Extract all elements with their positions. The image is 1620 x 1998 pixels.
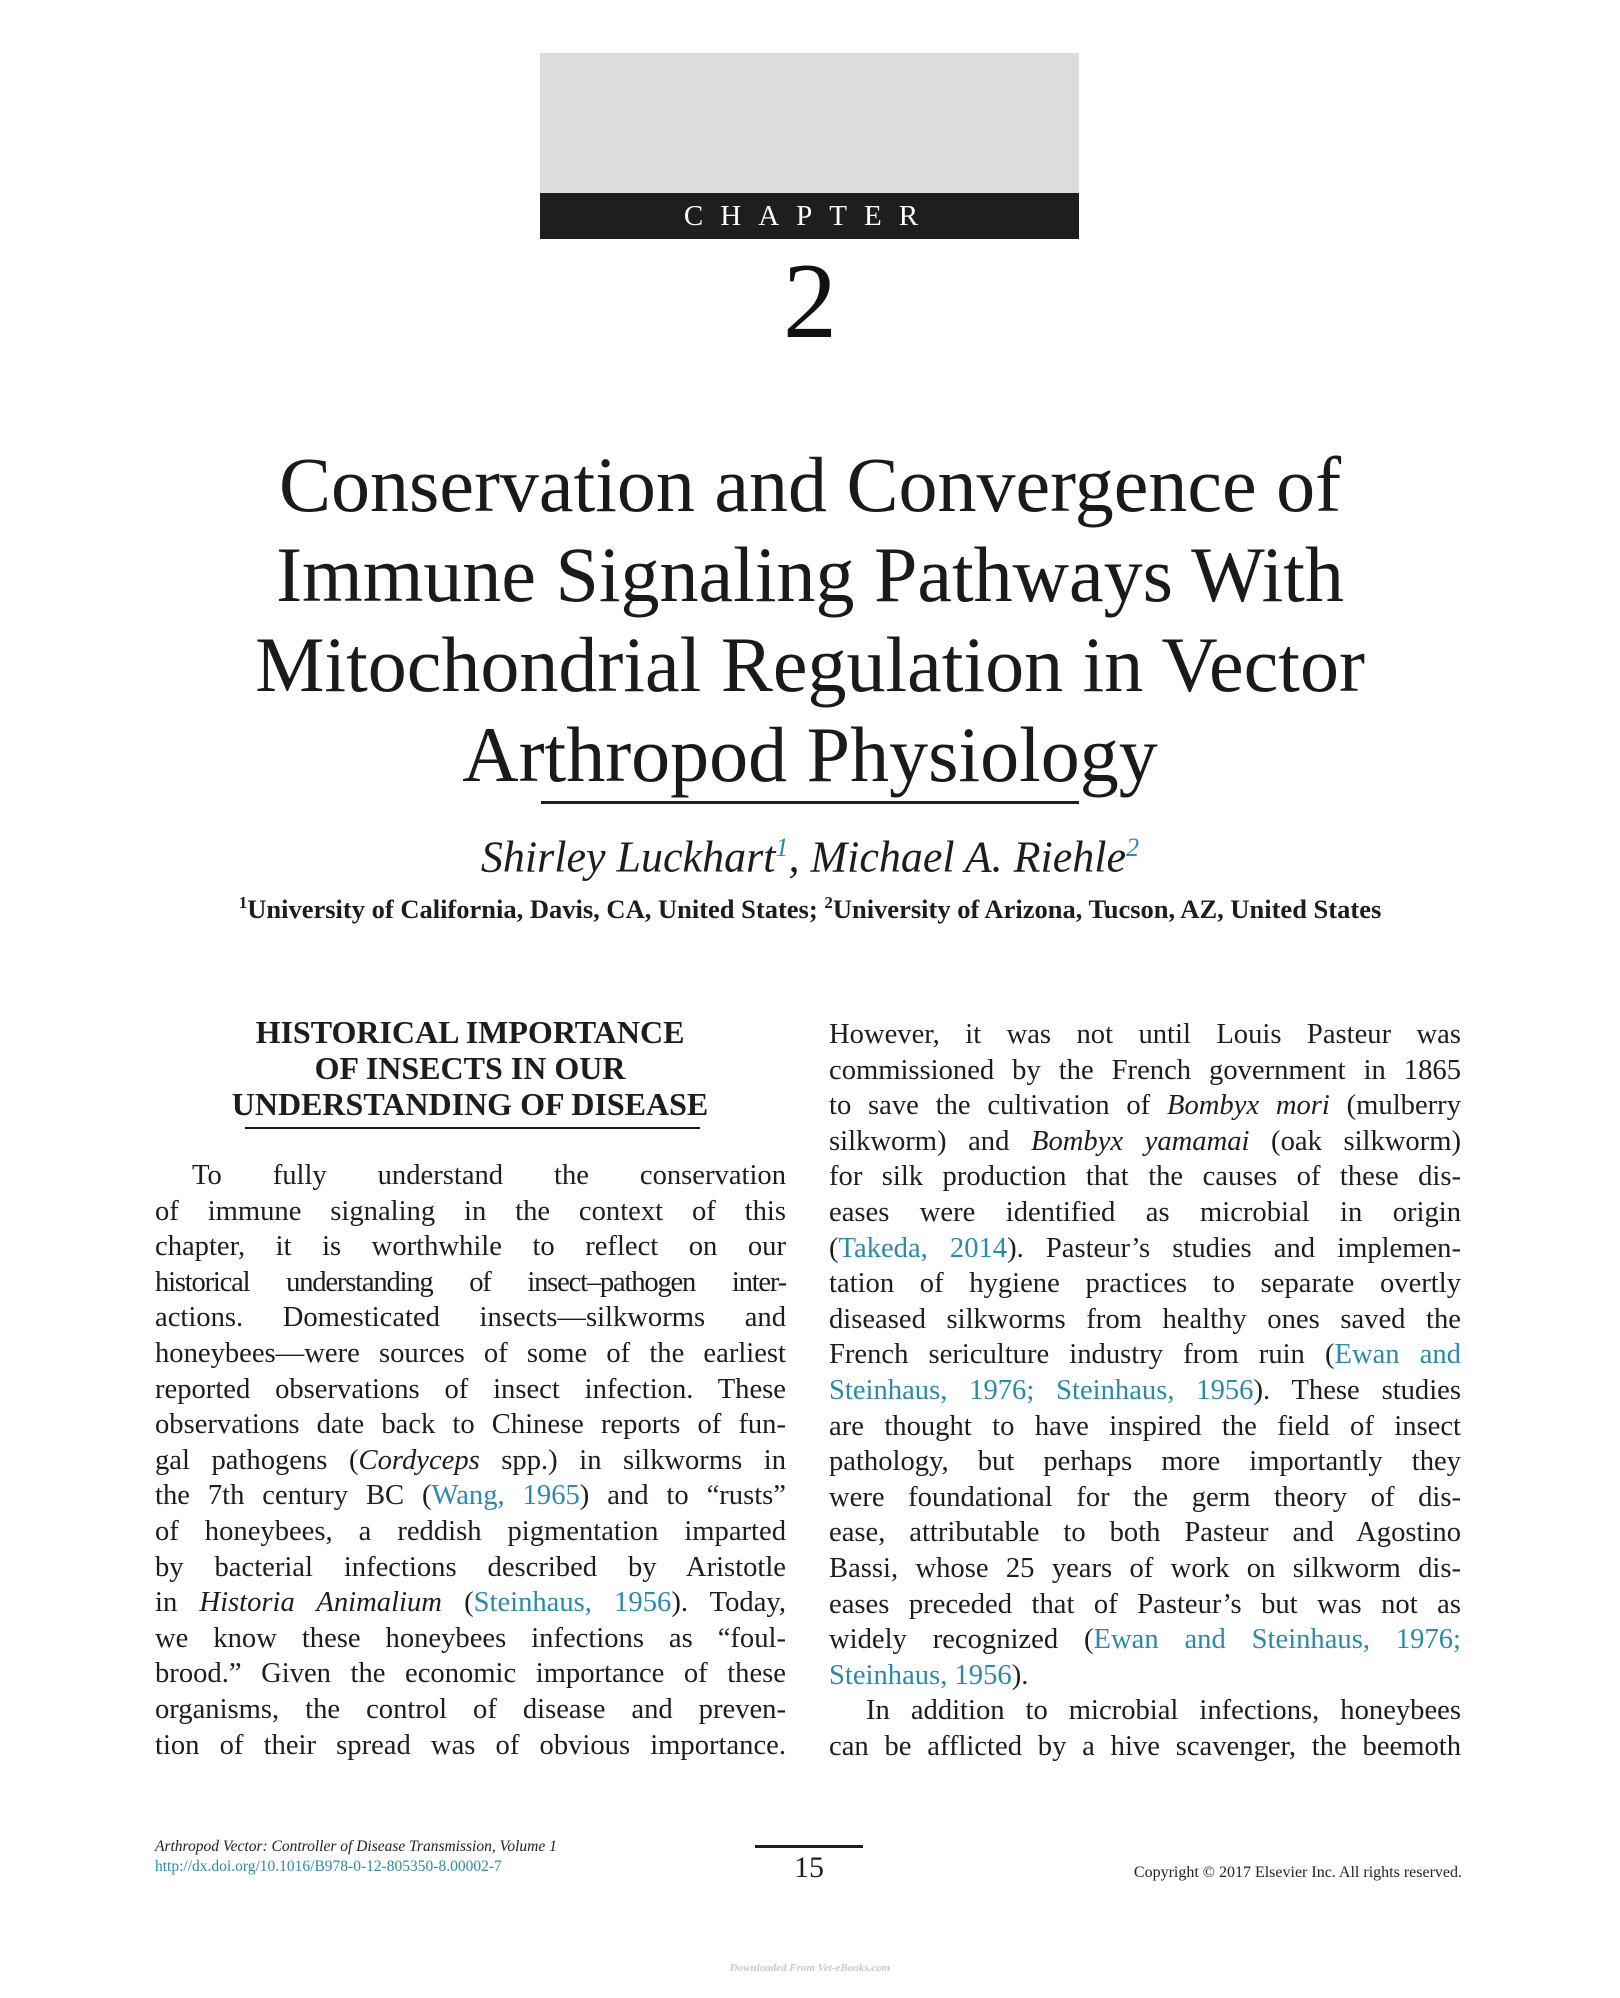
text-run: ( — [441, 1587, 474, 1619]
text-line: organisms, the control of disease and preven- — [155, 1693, 786, 1725]
copyright-notice: Copyright © 2017 Elsevier Inc. All rights reserved. — [1133, 1864, 1462, 1881]
text-line — [829, 1373, 1461, 1409]
citation-link[interactable]: Takeda, 2014 — [838, 1232, 1008, 1264]
italic-term: Cordyceps — [358, 1444, 480, 1476]
text-line: tation of hygiene practices to separate overtly — [829, 1268, 1461, 1300]
citation-link[interactable]: Ewan and — [1334, 1339, 1461, 1371]
author-list — [0, 820, 1620, 886]
affiliation-text: University of Arizona, Tucson, AZ, United States — [832, 893, 1382, 924]
text-line — [829, 1231, 1461, 1267]
text-line — [155, 1478, 786, 1514]
text-line: pathology, but perhaps more importantly they — [829, 1446, 1461, 1478]
text-line: for silk production that the causes of these dis- — [829, 1161, 1461, 1193]
text-line — [829, 1088, 1461, 1124]
text-run: (mulberry — [1329, 1090, 1461, 1122]
italic-term: Bombyx mori — [1166, 1090, 1330, 1122]
text-line: commissioned by the French government in 1865 — [829, 1054, 1461, 1086]
text-line: To fully understand the conservation — [192, 1160, 786, 1191]
text-line: In addition to microbial infections, honeybees — [866, 1695, 1461, 1727]
page-number-divider — [755, 1845, 863, 1848]
author-affiliation-link[interactable]: 2 — [1126, 833, 1140, 862]
text-run: French sericulture industry from ruin ( — [829, 1339, 1335, 1371]
heading-line: OF INSECTS IN OUR — [314, 1050, 626, 1086]
download-watermark: Downloaded From Vet-eBooks.com — [729, 1962, 891, 1974]
text-run: the 7th century BC ( — [155, 1480, 432, 1512]
text-line — [829, 1124, 1461, 1160]
text-run: ). Today, — [671, 1587, 787, 1619]
text-line: of immune signaling in the context of this — [155, 1195, 786, 1227]
text-line: brood.” Given the economic importance of these — [155, 1658, 786, 1690]
text-line: were foundational for the germ theory of dis- — [829, 1481, 1461, 1513]
chapter-header-box — [540, 53, 1079, 193]
title-line: Arthropod Physiology — [462, 711, 1158, 798]
author-name: Michael A. Riehle — [810, 832, 1127, 882]
title-line: Conservation and Convergence of — [278, 441, 1342, 528]
affiliation-text: University of California, Davis, CA, United States; — [247, 893, 825, 924]
text-run: ) and to “rusts” — [579, 1480, 786, 1512]
affiliations — [0, 885, 1620, 927]
text-line — [829, 1622, 1461, 1658]
citation-link[interactable]: Steinhaus, 1956 — [829, 1659, 1012, 1691]
heading-line: HISTORICAL IMPORTANCE — [255, 1014, 685, 1050]
text-line — [829, 1658, 1461, 1694]
citation-link[interactable]: Steinhaus, 1956 — [473, 1587, 672, 1619]
text-line: are thought to have inspired the field of insect — [829, 1410, 1461, 1442]
text-line: diseased silkworms from healthy ones saved the — [829, 1303, 1461, 1335]
affiliation-marker: 1 — [238, 893, 248, 912]
text-line: tion of their spread was of obvious importance. — [155, 1729, 786, 1761]
text-line: ease, attributable to both Pasteur and Agostino — [829, 1517, 1461, 1549]
doi-link[interactable]: http://dx.doi.org/10.1016/B978-0-12-805350-8.00002-7 — [155, 1858, 502, 1875]
text-line: of honeybees, a reddish pigmentation imparted — [155, 1515, 786, 1547]
title-line: Immune Signaling Pathways With — [276, 531, 1344, 618]
text-run: ). These studies — [1253, 1374, 1461, 1406]
italic-term: Bombyx yamamai — [1030, 1125, 1250, 1157]
title-divider — [541, 801, 1079, 804]
text-line: by bacterial infections described by Aristotle — [155, 1551, 786, 1583]
text-line: Bassi, whose 25 years of work on silkworm dis- — [829, 1552, 1461, 1584]
italic-term: Historia Animalium — [199, 1587, 442, 1619]
text-line: we know these honeybees infections as “foul- — [155, 1622, 786, 1654]
citation-link[interactable]: Ewan and Steinhaus, 1976; — [1093, 1624, 1461, 1656]
page-number: 15 — [794, 1851, 824, 1884]
paragraph — [829, 1693, 1461, 1764]
text-run: ). — [1011, 1659, 1029, 1691]
text-line: eases were identified as microbial in origin — [829, 1196, 1461, 1228]
text-line: actions. Domesticated insects—silkworms and — [155, 1302, 786, 1334]
paragraph — [829, 1017, 1461, 1693]
section-divider — [245, 1127, 700, 1129]
citation-link[interactable]: Wang, 1965 — [431, 1480, 580, 1512]
text-line: observations date back to Chinese reports of fun- — [155, 1409, 786, 1441]
footer-citation — [155, 1837, 557, 1877]
title-line: Mitochondrial Regulation in Vector — [255, 621, 1365, 708]
heading-line: UNDERSTANDING OF DISEASE — [231, 1086, 709, 1122]
text-run: in — [155, 1587, 200, 1619]
text-line: chapter, it is worthwhile to reflect on our — [155, 1231, 786, 1263]
text-run: widely recognized ( — [829, 1624, 1094, 1656]
text-run: spp.) in silkworms in — [479, 1444, 786, 1476]
text-line: honeybees—were sources of some of the earliest — [155, 1337, 786, 1369]
paragraph — [155, 1158, 786, 1763]
text-line — [155, 1443, 786, 1479]
text-line: eases preceded that of Pasteur’s but was not as — [829, 1588, 1461, 1620]
body-column-left — [155, 1158, 786, 1763]
author-separator: , — [788, 832, 811, 882]
text-run: (oak silkworm) — [1249, 1125, 1461, 1157]
text-line — [829, 1337, 1461, 1373]
text-run: silkworm) and — [829, 1125, 1031, 1157]
text-line: historical understanding of insect–pathogen inter- — [155, 1266, 786, 1298]
section-heading — [155, 1014, 785, 1122]
chapter-label: CHAPTER — [540, 193, 1079, 239]
text-run: ( — [829, 1232, 839, 1264]
text-line: However, it was not until Louis Pasteur was — [829, 1019, 1461, 1050]
affiliation-marker: 2 — [824, 893, 833, 912]
book-title: Arthropod Vector: Controller of Disease Transmission, Volume 1 — [155, 1838, 557, 1855]
chapter-number: 2 — [783, 242, 837, 361]
text-run: ). Pasteur’s studies and implemen- — [1007, 1232, 1461, 1264]
text-line: reported observations of insect infection. These — [155, 1373, 786, 1405]
text-run: gal pathogens ( — [155, 1444, 359, 1476]
text-line — [155, 1585, 786, 1621]
chapter-title — [150, 440, 1470, 800]
body-column-right — [829, 1017, 1461, 1764]
citation-link[interactable]: Steinhaus, 1976; Steinhaus, 1956 — [829, 1374, 1254, 1406]
text-run: to save the cultivation of — [829, 1090, 1167, 1122]
text-line: can be afflicted by a hive scavenger, the beemoth — [829, 1730, 1461, 1762]
author-name: Shirley Luckhart — [480, 832, 776, 882]
author-affiliation-link[interactable]: 1 — [775, 833, 789, 862]
